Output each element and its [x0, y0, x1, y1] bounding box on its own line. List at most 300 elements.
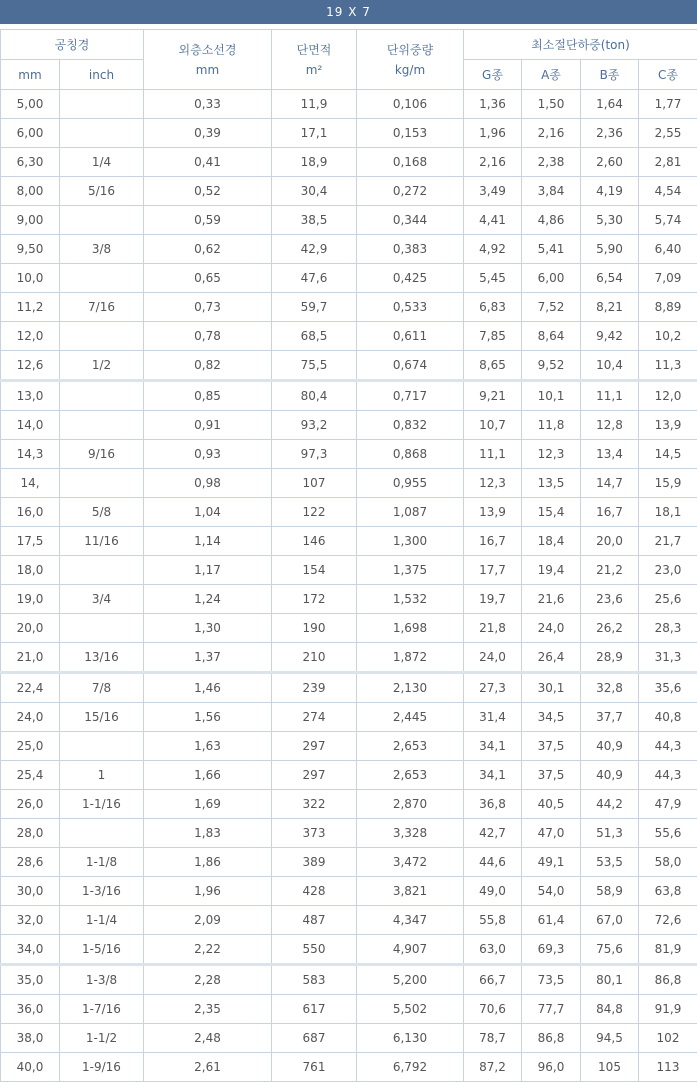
cell-mm: 14,3	[1, 440, 60, 469]
cell-grade-a: 26,4	[522, 643, 581, 673]
cell-inch: 1-3/8	[60, 965, 144, 995]
cell-unit-weight: 3,821	[357, 877, 464, 906]
cell-outer-wire: 2,28	[144, 965, 272, 995]
cell-grade-b: 4,19	[581, 177, 639, 206]
cell-outer-wire: 2,48	[144, 1024, 272, 1053]
cell-grade-c: 28,3	[639, 614, 697, 643]
cell-grade-g: 13,9	[464, 498, 522, 527]
cell-area: 38,5	[272, 206, 357, 235]
header-grade-c: C종	[639, 60, 697, 90]
cell-unit-weight: 0,533	[357, 293, 464, 322]
cell-grade-b: 40,9	[581, 732, 639, 761]
cell-area: 617	[272, 995, 357, 1024]
cell-outer-wire: 1,04	[144, 498, 272, 527]
cell-unit-weight: 2,653	[357, 761, 464, 790]
cell-mm: 9,00	[1, 206, 60, 235]
cell-area: 297	[272, 761, 357, 790]
cell-grade-g: 7,85	[464, 322, 522, 351]
cell-inch: 5/16	[60, 177, 144, 206]
cell-inch: 7/16	[60, 293, 144, 322]
wire-rope-spec-table	[0, 29, 697, 1082]
table-row	[1, 527, 697, 556]
cell-grade-c: 63,8	[639, 877, 697, 906]
table-row	[1, 761, 697, 790]
cell-area: 761	[272, 1053, 357, 1082]
cell-area: 17,1	[272, 119, 357, 148]
cell-unit-weight: 0,674	[357, 351, 464, 381]
cell-mm: 17,5	[1, 527, 60, 556]
cell-grade-g: 66,7	[464, 965, 522, 995]
cell-mm: 35,0	[1, 965, 60, 995]
cell-unit-weight: 0,153	[357, 119, 464, 148]
cell-unit-weight: 0,611	[357, 322, 464, 351]
cell-unit-weight: 5,200	[357, 965, 464, 995]
cell-outer-wire: 1,56	[144, 703, 272, 732]
table-row	[1, 440, 697, 469]
cell-grade-c: 15,9	[639, 469, 697, 498]
cell-mm: 26,0	[1, 790, 60, 819]
cell-area: 322	[272, 790, 357, 819]
cell-inch	[60, 556, 144, 585]
header-area-label: 단면적	[297, 43, 332, 57]
cell-inch: 1-1/16	[60, 790, 144, 819]
table-row	[1, 1053, 697, 1082]
cell-area: 59,7	[272, 293, 357, 322]
cell-area: 47,6	[272, 264, 357, 293]
cell-outer-wire: 0,59	[144, 206, 272, 235]
cell-grade-b: 37,7	[581, 703, 639, 732]
cell-unit-weight: 0,425	[357, 264, 464, 293]
cell-grade-g: 17,7	[464, 556, 522, 585]
cell-inch: 15/16	[60, 703, 144, 732]
cell-outer-wire: 1,24	[144, 585, 272, 614]
cell-grade-c: 7,09	[639, 264, 697, 293]
cell-mm: 20,0	[1, 614, 60, 643]
cell-grade-c: 81,9	[639, 935, 697, 965]
cell-grade-a: 2,16	[522, 119, 581, 148]
cell-area: 11,9	[272, 90, 357, 119]
cell-inch: 5/8	[60, 498, 144, 527]
cell-grade-g: 27,3	[464, 673, 522, 703]
header-inch: inch	[60, 60, 144, 90]
table-row	[1, 614, 697, 643]
cell-mm: 13,0	[1, 381, 60, 411]
cell-grade-c: 72,6	[639, 906, 697, 935]
cell-inch: 1-1/4	[60, 906, 144, 935]
cell-grade-b: 67,0	[581, 906, 639, 935]
cell-inch	[60, 381, 144, 411]
cell-inch: 1/4	[60, 148, 144, 177]
cell-grade-a: 96,0	[522, 1053, 581, 1082]
cell-inch	[60, 819, 144, 848]
cell-mm: 25,0	[1, 732, 60, 761]
cell-grade-c: 86,8	[639, 965, 697, 995]
cell-outer-wire: 1,86	[144, 848, 272, 877]
cell-area: 122	[272, 498, 357, 527]
cell-unit-weight: 2,870	[357, 790, 464, 819]
cell-grade-c: 102	[639, 1024, 697, 1053]
cell-outer-wire: 0,39	[144, 119, 272, 148]
table-row	[1, 877, 697, 906]
cell-grade-a: 13,5	[522, 469, 581, 498]
cell-area: 373	[272, 819, 357, 848]
cell-mm: 11,2	[1, 293, 60, 322]
cell-mm: 28,6	[1, 848, 60, 877]
cell-area: 550	[272, 935, 357, 965]
cell-grade-b: 2,36	[581, 119, 639, 148]
cell-unit-weight: 3,472	[357, 848, 464, 877]
cell-grade-b: 44,2	[581, 790, 639, 819]
cell-mm: 6,30	[1, 148, 60, 177]
cell-area: 428	[272, 877, 357, 906]
cell-grade-b: 23,6	[581, 585, 639, 614]
cell-area: 297	[272, 732, 357, 761]
cell-grade-c: 31,3	[639, 643, 697, 673]
cell-grade-a: 69,3	[522, 935, 581, 965]
cell-inch	[60, 469, 144, 498]
cell-area: 107	[272, 469, 357, 498]
cell-inch	[60, 90, 144, 119]
cell-unit-weight: 4,347	[357, 906, 464, 935]
cell-inch: 3/8	[60, 235, 144, 264]
cell-area: 190	[272, 614, 357, 643]
cell-grade-c: 2,81	[639, 148, 697, 177]
cell-area: 172	[272, 585, 357, 614]
table-row	[1, 90, 697, 119]
header-outer-wire-diameter	[144, 30, 272, 90]
header-grade-a: A종	[522, 60, 581, 90]
cell-grade-a: 8,64	[522, 322, 581, 351]
table-row	[1, 935, 697, 965]
cell-grade-a: 37,5	[522, 732, 581, 761]
cell-grade-g: 4,41	[464, 206, 522, 235]
cell-grade-c: 47,9	[639, 790, 697, 819]
cell-grade-g: 42,7	[464, 819, 522, 848]
table-row	[1, 848, 697, 877]
cell-grade-b: 40,9	[581, 761, 639, 790]
cell-grade-a: 11,8	[522, 411, 581, 440]
cell-outer-wire: 1,96	[144, 877, 272, 906]
cell-mm: 14,0	[1, 411, 60, 440]
cell-grade-g: 1,36	[464, 90, 522, 119]
cell-unit-weight: 1,872	[357, 643, 464, 673]
cell-mm: 32,0	[1, 906, 60, 935]
cell-unit-weight: 0,868	[357, 440, 464, 469]
cell-grade-c: 5,74	[639, 206, 697, 235]
table-row	[1, 177, 697, 206]
cell-inch: 1	[60, 761, 144, 790]
cell-grade-c: 12,0	[639, 381, 697, 411]
table-row	[1, 498, 697, 527]
cell-grade-g: 24,0	[464, 643, 522, 673]
cell-unit-weight: 0,168	[357, 148, 464, 177]
cell-mm: 30,0	[1, 877, 60, 906]
cell-grade-c: 35,6	[639, 673, 697, 703]
table-row	[1, 411, 697, 440]
cell-grade-a: 7,52	[522, 293, 581, 322]
cell-mm: 36,0	[1, 995, 60, 1024]
cell-inch: 9/16	[60, 440, 144, 469]
table-row	[1, 351, 697, 381]
table-row	[1, 790, 697, 819]
cell-grade-g: 34,1	[464, 732, 522, 761]
cell-grade-g: 21,8	[464, 614, 522, 643]
cell-mm: 19,0	[1, 585, 60, 614]
cell-grade-b: 9,42	[581, 322, 639, 351]
header-unit-weight-unit: kg/m	[395, 63, 425, 77]
cell-inch: 1-9/16	[60, 1053, 144, 1082]
cell-mm: 12,0	[1, 322, 60, 351]
cell-unit-weight: 6,792	[357, 1053, 464, 1082]
cell-grade-b: 8,21	[581, 293, 639, 322]
cell-area: 75,5	[272, 351, 357, 381]
cell-grade-a: 34,5	[522, 703, 581, 732]
cell-mm: 21,0	[1, 643, 60, 673]
cell-area: 93,2	[272, 411, 357, 440]
cell-area: 80,4	[272, 381, 357, 411]
cell-grade-b: 2,60	[581, 148, 639, 177]
table-row	[1, 1024, 697, 1053]
cell-grade-a: 37,5	[522, 761, 581, 790]
cell-grade-b: 6,54	[581, 264, 639, 293]
header-unit-weight	[357, 30, 464, 90]
cell-grade-b: 20,0	[581, 527, 639, 556]
cell-mm: 28,0	[1, 819, 60, 848]
cell-grade-b: 94,5	[581, 1024, 639, 1053]
cell-grade-b: 53,5	[581, 848, 639, 877]
header-nominal-diameter: 공칭경	[1, 30, 144, 60]
cell-area: 97,3	[272, 440, 357, 469]
cell-grade-b: 16,7	[581, 498, 639, 527]
cell-grade-c: 40,8	[639, 703, 697, 732]
cell-grade-g: 78,7	[464, 1024, 522, 1053]
cell-grade-a: 10,1	[522, 381, 581, 411]
cell-area: 68,5	[272, 322, 357, 351]
table-row	[1, 819, 697, 848]
cell-inch: 1-5/16	[60, 935, 144, 965]
table-row	[1, 119, 697, 148]
cell-grade-c: 10,2	[639, 322, 697, 351]
cell-inch: 1/2	[60, 351, 144, 381]
cell-outer-wire: 0,82	[144, 351, 272, 381]
cell-outer-wire: 1,63	[144, 732, 272, 761]
cell-grade-g: 10,7	[464, 411, 522, 440]
cell-grade-c: 6,40	[639, 235, 697, 264]
cell-unit-weight: 4,907	[357, 935, 464, 965]
cell-grade-b: 84,8	[581, 995, 639, 1024]
cell-outer-wire: 0,93	[144, 440, 272, 469]
cell-unit-weight: 1,300	[357, 527, 464, 556]
cell-grade-a: 77,7	[522, 995, 581, 1024]
cell-grade-a: 5,41	[522, 235, 581, 264]
header-grade-g: G종	[464, 60, 522, 90]
cell-grade-b: 14,7	[581, 469, 639, 498]
cell-unit-weight: 1,087	[357, 498, 464, 527]
cell-outer-wire: 1,66	[144, 761, 272, 790]
cell-unit-weight: 0,383	[357, 235, 464, 264]
cell-area: 154	[272, 556, 357, 585]
cell-unit-weight: 0,955	[357, 469, 464, 498]
cell-grade-b: 32,8	[581, 673, 639, 703]
table-row	[1, 469, 697, 498]
cell-outer-wire: 0,85	[144, 381, 272, 411]
table-row	[1, 732, 697, 761]
cell-grade-b: 1,64	[581, 90, 639, 119]
cell-grade-c: 21,7	[639, 527, 697, 556]
cell-area: 239	[272, 673, 357, 703]
cell-grade-a: 49,1	[522, 848, 581, 877]
cell-outer-wire: 1,37	[144, 643, 272, 673]
cell-grade-a: 30,1	[522, 673, 581, 703]
cell-grade-a: 19,4	[522, 556, 581, 585]
cell-grade-b: 11,1	[581, 381, 639, 411]
table-row	[1, 148, 697, 177]
cell-outer-wire: 1,83	[144, 819, 272, 848]
table-row	[1, 906, 697, 935]
cell-grade-c: 11,3	[639, 351, 697, 381]
cell-area: 687	[272, 1024, 357, 1053]
cell-inch	[60, 614, 144, 643]
cell-grade-c: 2,55	[639, 119, 697, 148]
cell-unit-weight: 0,106	[357, 90, 464, 119]
cell-grade-a: 86,8	[522, 1024, 581, 1053]
cell-grade-g: 36,8	[464, 790, 522, 819]
cell-grade-b: 5,90	[581, 235, 639, 264]
cell-mm: 16,0	[1, 498, 60, 527]
cell-grade-a: 47,0	[522, 819, 581, 848]
cell-grade-g: 6,83	[464, 293, 522, 322]
cell-outer-wire: 0,78	[144, 322, 272, 351]
cell-unit-weight: 6,130	[357, 1024, 464, 1053]
cell-grade-c: 1,77	[639, 90, 697, 119]
cell-inch: 13/16	[60, 643, 144, 673]
cell-grade-a: 1,50	[522, 90, 581, 119]
cell-unit-weight: 0,344	[357, 206, 464, 235]
cell-outer-wire: 1,30	[144, 614, 272, 643]
table-row	[1, 965, 697, 995]
cell-grade-g: 63,0	[464, 935, 522, 965]
cell-grade-a: 9,52	[522, 351, 581, 381]
cell-outer-wire: 0,98	[144, 469, 272, 498]
cell-grade-b: 105	[581, 1053, 639, 1082]
cell-mm: 40,0	[1, 1053, 60, 1082]
cell-outer-wire: 0,41	[144, 148, 272, 177]
table-row	[1, 995, 697, 1024]
cell-grade-g: 87,2	[464, 1053, 522, 1082]
table-title: 19 X 7	[0, 0, 697, 24]
cell-grade-c: 91,9	[639, 995, 697, 1024]
cell-area: 146	[272, 527, 357, 556]
cell-mm: 9,50	[1, 235, 60, 264]
cell-grade-g: 2,16	[464, 148, 522, 177]
cell-unit-weight: 0,717	[357, 381, 464, 411]
cell-grade-b: 75,6	[581, 935, 639, 965]
table-row	[1, 673, 697, 703]
cell-grade-g: 49,0	[464, 877, 522, 906]
cell-outer-wire: 0,73	[144, 293, 272, 322]
cell-grade-g: 55,8	[464, 906, 522, 935]
cell-inch: 3/4	[60, 585, 144, 614]
cell-mm: 5,00	[1, 90, 60, 119]
cell-area: 583	[272, 965, 357, 995]
cell-outer-wire: 1,69	[144, 790, 272, 819]
cell-outer-wire: 2,35	[144, 995, 272, 1024]
cell-outer-wire: 0,65	[144, 264, 272, 293]
cell-grade-g: 8,65	[464, 351, 522, 381]
header-mm: mm	[1, 60, 60, 90]
cell-grade-a: 24,0	[522, 614, 581, 643]
cell-grade-g: 19,7	[464, 585, 522, 614]
cell-grade-c: 55,6	[639, 819, 697, 848]
cell-outer-wire: 0,33	[144, 90, 272, 119]
cell-inch: 7/8	[60, 673, 144, 703]
cell-outer-wire: 1,46	[144, 673, 272, 703]
cell-grade-b: 80,1	[581, 965, 639, 995]
cell-outer-wire: 0,91	[144, 411, 272, 440]
cell-grade-c: 25,6	[639, 585, 697, 614]
cell-inch	[60, 206, 144, 235]
table-row	[1, 381, 697, 411]
cell-mm: 22,4	[1, 673, 60, 703]
cell-grade-b: 13,4	[581, 440, 639, 469]
cell-grade-a: 12,3	[522, 440, 581, 469]
cell-grade-a: 3,84	[522, 177, 581, 206]
cell-mm: 25,4	[1, 761, 60, 790]
cell-grade-b: 21,2	[581, 556, 639, 585]
cell-unit-weight: 3,328	[357, 819, 464, 848]
cell-inch: 1-7/16	[60, 995, 144, 1024]
cell-grade-c: 18,1	[639, 498, 697, 527]
cell-mm: 34,0	[1, 935, 60, 965]
cell-grade-c: 23,0	[639, 556, 697, 585]
cell-inch	[60, 264, 144, 293]
table-row	[1, 703, 697, 732]
cell-area: 274	[272, 703, 357, 732]
table-row	[1, 556, 697, 585]
header-outer-wire-label: 외층소선경	[179, 43, 237, 57]
cell-grade-c: 113	[639, 1053, 697, 1082]
cell-grade-c: 8,89	[639, 293, 697, 322]
cell-mm: 14,	[1, 469, 60, 498]
cell-unit-weight: 5,502	[357, 995, 464, 1024]
cell-grade-g: 4,92	[464, 235, 522, 264]
cell-grade-c: 44,3	[639, 732, 697, 761]
cell-grade-a: 40,5	[522, 790, 581, 819]
cell-mm: 8,00	[1, 177, 60, 206]
cell-grade-g: 1,96	[464, 119, 522, 148]
cell-mm: 6,00	[1, 119, 60, 148]
cell-grade-a: 21,6	[522, 585, 581, 614]
cell-grade-b: 58,9	[581, 877, 639, 906]
cell-inch	[60, 411, 144, 440]
cell-mm: 18,0	[1, 556, 60, 585]
cell-grade-g: 44,6	[464, 848, 522, 877]
cell-grade-a: 73,5	[522, 965, 581, 995]
table-row	[1, 585, 697, 614]
cell-inch: 1-1/8	[60, 848, 144, 877]
table-row	[1, 293, 697, 322]
cell-grade-g: 16,7	[464, 527, 522, 556]
cell-grade-c: 14,5	[639, 440, 697, 469]
cell-grade-c: 44,3	[639, 761, 697, 790]
header-min-breaking-load: 최소절단하중(ton)	[464, 30, 697, 60]
cell-outer-wire: 1,17	[144, 556, 272, 585]
cell-inch	[60, 732, 144, 761]
cell-grade-a: 18,4	[522, 527, 581, 556]
cell-area: 389	[272, 848, 357, 877]
cell-unit-weight: 1,698	[357, 614, 464, 643]
cell-grade-g: 5,45	[464, 264, 522, 293]
